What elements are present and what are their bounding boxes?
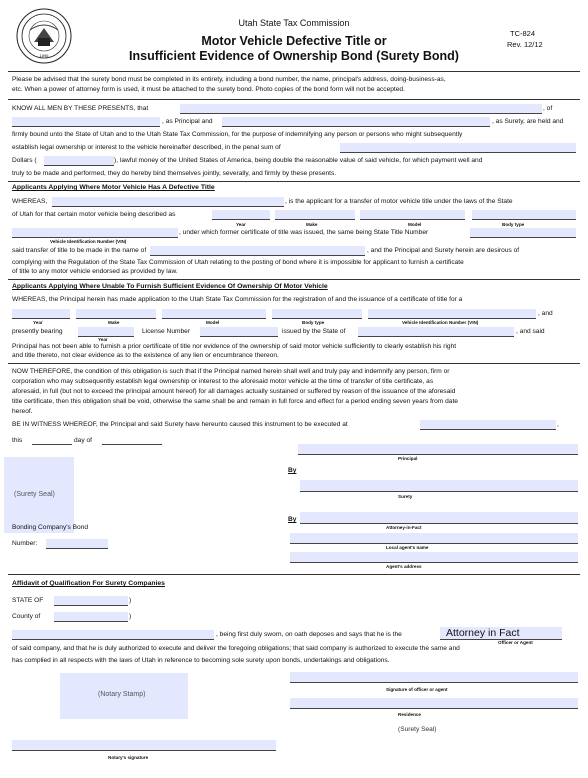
divider — [8, 279, 580, 280]
defective-make-field[interactable] — [275, 210, 355, 220]
by-label: By — [288, 516, 297, 523]
applicant-name-field[interactable] — [52, 197, 284, 207]
divider — [8, 574, 580, 575]
divider — [8, 181, 580, 182]
caption-model: Model — [206, 320, 220, 325]
insufficient-year-field[interactable] — [12, 309, 70, 319]
affidavit-text: of said company, and that he is duly authorized to execute and deliver the foregoing obligations; that said company is authorized to execute the same and — [12, 645, 460, 652]
defective-text: of title to any motor vehicle endorsed as provided by law. — [12, 268, 178, 275]
defective-year-field[interactable] — [212, 210, 270, 220]
know-all-text: , as Principal and — [162, 118, 213, 125]
insufficient-text: , and said — [516, 328, 545, 335]
number-label: Number: — [12, 540, 38, 547]
notary-stamp-box[interactable] — [60, 673, 188, 719]
now-therefore-text: aforesaid, in full (but not to exceed the principal amount hereof) for all damages actually sustained or suffered by reason of the issuance of the aforesaid — [12, 388, 456, 395]
defective-text: , is the applicant for a transfer of motor vehicle title under the laws of the State — [285, 198, 513, 205]
now-therefore-text: NOW THEREFORE, the condition of this obligation is such that if the Principal named herein shall well and truly pay and indemnify any person, firm or — [12, 368, 450, 375]
witness-text: day of — [74, 437, 92, 444]
affidavit-state-field[interactable] — [54, 596, 128, 606]
presently-bearing-year-field[interactable] — [78, 327, 134, 337]
caption-officer-signature: Signature of officer or agent — [386, 687, 448, 692]
insufficient-text: , and — [538, 310, 553, 317]
insufficient-text: presently bearing — [12, 328, 63, 335]
know-all-text: firmly bound unto the State of Utah and to the Utah State Tax Commission, for the purpose of indemnifying any person or persons who might subsequently — [12, 131, 463, 138]
know-all-text: establish legal ownership or interest to the vehicle hereinafter described, in the penal sum of — [12, 144, 281, 151]
divider — [8, 71, 580, 72]
caption-vin: Vehicle Identification Number (VIN) — [50, 239, 127, 244]
insufficient-make-field[interactable] — [76, 309, 156, 319]
caption-vin: Vehicle Identification Number (VIN) — [402, 320, 479, 325]
attorney-in-fact-field[interactable] — [300, 512, 578, 524]
penal-sum-words-field[interactable] — [340, 143, 576, 153]
defective-text: complying with the Regulation of the State Tax Commission of Utah relating to the posting of bond where it is impossible for applicant to furnish a certificate — [12, 259, 464, 266]
affidavit-text: , being first duly sworn, on oath deposes and says that he is the — [216, 631, 402, 638]
month-year-field[interactable] — [102, 444, 162, 445]
notary-signature-field[interactable] — [12, 740, 276, 751]
issuing-state-field[interactable] — [358, 327, 514, 337]
county-of-label: County of — [12, 613, 41, 620]
insufficient-text: WHEREAS, the Principal herein has made application to the Utah State Tax Commission for the registration of and the issuance of a certificate of title for a — [12, 296, 463, 303]
officer-signature-field[interactable] — [290, 672, 578, 683]
caption-officer-or-agent: Officer or Agent — [498, 640, 533, 645]
bond-number-label: Bonding Company's Bond — [12, 524, 89, 531]
caption-notary-signature: Notary's signature — [108, 755, 149, 760]
defective-text: said transfer of title to be made in the name of — [12, 247, 147, 254]
know-all-text: truly to be made and performed, they do hereby bind themselves jointly, severally, and firmly by these presents. — [12, 170, 337, 177]
form-title-line2: Insufficient Evidence of Ownership Bond (Surety Bond) — [129, 49, 459, 63]
know-all-text: ), lawful money of the United States of America, being double the reasonable value of said vehicle, for which payment well and — [114, 157, 483, 164]
caption-local-agent: Local agent's name — [386, 545, 429, 550]
caption-year: Year — [33, 320, 43, 325]
local-agent-name-field[interactable] — [290, 533, 578, 544]
defective-text: of Utah for that certain motor vehicle being described as — [12, 211, 176, 218]
bond-number-field[interactable] — [46, 539, 108, 549]
paren: ) — [129, 597, 132, 604]
executed-at-field[interactable] — [420, 420, 556, 430]
insufficient-text: and title thereto, not clear evidence as to the existence of any lien or encumbrance thereon. — [12, 352, 279, 359]
affidavit-surety-seal-label: (Surety Seal) — [398, 726, 437, 733]
defective-title-heading: Applicants Applying Where Motor Vehicle Has A Defective Title — [12, 184, 215, 191]
insufficient-text: issued by the State of — [282, 328, 346, 335]
form-title-line1: Motor Vehicle Defective Title or — [201, 34, 387, 48]
caption-make: Make — [306, 222, 318, 227]
handwritten-title: Attorney in Fact — [446, 627, 520, 639]
know-all-text: , as Surety, are held and — [492, 118, 564, 125]
caption-body-type: Body type — [302, 320, 325, 325]
caption-principal: Principal — [398, 456, 418, 461]
defective-vin-field[interactable] — [12, 228, 178, 238]
witness-text: , — [557, 421, 559, 428]
surety-name-field[interactable] — [222, 117, 490, 127]
intro-line2: etc. When a power of attorney form is used, it must be attached to the surety bond. Photo copies of the bond form will not be accepted. — [12, 86, 405, 93]
surety-signature-field[interactable] — [300, 480, 578, 492]
caption-agent-address: Agent's address — [386, 564, 422, 569]
paren: ) — [129, 613, 132, 620]
insufficient-model-field[interactable] — [162, 309, 266, 319]
know-all-text: Dollars ( — [12, 157, 37, 164]
form-revision: Rev. 12/12 — [507, 40, 543, 49]
caption-year: Year — [236, 222, 246, 227]
insufficient-text: License Number — [142, 328, 191, 335]
principal-signature-field[interactable] — [298, 444, 578, 455]
divider — [8, 99, 580, 100]
insufficient-evidence-heading: Applicants Applying Where Unable To Furnish Sufficient Evidence Of Ownership Of Motor Vehicle — [12, 283, 328, 290]
agency-name: Utah State Tax Commission — [238, 18, 350, 28]
witness-text: this — [12, 437, 23, 444]
defective-text: , under which former certificate of title was issued, the same being State Title Number — [179, 229, 429, 236]
caption-residence: Residence — [398, 712, 421, 717]
form-number: TC-824 — [510, 29, 536, 38]
state-of-label: STATE OF — [12, 597, 44, 604]
day-field[interactable] — [32, 444, 72, 445]
caption-year: Year — [98, 337, 108, 342]
caption-surety: Surety — [398, 494, 413, 499]
now-therefore-text: corporation who may subsequently establish legal ownership or interest to the aforesaid motor vehicle at the time of transfer of title certificate, as — [12, 378, 434, 385]
by-label: By — [288, 467, 297, 474]
affidavit-county-field[interactable] — [54, 612, 128, 622]
caption-attorney-in-fact: Attorney-in-Fact — [386, 525, 422, 530]
caption-model: Model — [408, 222, 422, 227]
divider — [8, 363, 580, 364]
transfer-name-field[interactable] — [150, 246, 365, 256]
know-all-text: , of — [543, 105, 553, 112]
defective-text: WHEREAS, — [12, 198, 48, 205]
know-all-text: KNOW ALL MEN BY THESE PRESENTS, that — [12, 105, 149, 112]
now-therefore-text: hereof. — [12, 408, 33, 415]
affidavit-heading: Affidavit of Qualification For Surety Companies — [12, 580, 165, 587]
defective-text: , and the Principal and Surety herein are desirous of — [367, 247, 520, 254]
intro-line1: Please be advised that the surety bond must be completed in its entirety, including a bond number, the name, principal's address, doing-business-as, — [12, 76, 446, 83]
svg-text:1896: 1896 — [39, 53, 49, 58]
principal-city-field[interactable] — [12, 117, 160, 127]
witness-text: BE IN WITNESS WHEREOF, the Principal and said Surety have hereunto caused this instrument to be executed at — [12, 421, 348, 428]
state-title-number-field[interactable] — [470, 228, 576, 238]
affiant-name-field[interactable] — [12, 630, 214, 640]
surety-seal-label: (Surety Seal) — [14, 491, 55, 498]
affidavit-text: has complied in all respects with the laws of Utah in reference to becoming sole surety upon bonds, undertakings and obligations. — [12, 657, 390, 664]
license-number-field[interactable] — [200, 327, 278, 337]
insufficient-vin-field[interactable] — [368, 309, 536, 319]
penal-sum-amount-field[interactable] — [44, 156, 114, 166]
principal-name-field[interactable] — [180, 104, 542, 114]
notary-stamp-label: (Notary Stamp) — [98, 691, 146, 698]
now-therefore-text: title certificate, then this obligation shall be void, otherwise the same shall be and remain in full force and effect for a period ending seven years from date — [12, 398, 458, 405]
caption-make: Make — [108, 320, 120, 325]
caption-body-type: Body type — [502, 222, 525, 227]
defective-model-field[interactable] — [360, 210, 465, 220]
agent-address-field[interactable] — [290, 552, 578, 563]
insufficient-body-field[interactable] — [272, 309, 362, 319]
defective-body-field[interactable] — [472, 210, 576, 220]
insufficient-text: Principal has not been able to furnish a prior certificate of title nor evidence of the ownership of said motor vehicle sufficiently to clearly establish his right — [12, 343, 457, 350]
surety-seal-box[interactable] — [4, 457, 74, 533]
residence-field[interactable] — [290, 698, 578, 709]
